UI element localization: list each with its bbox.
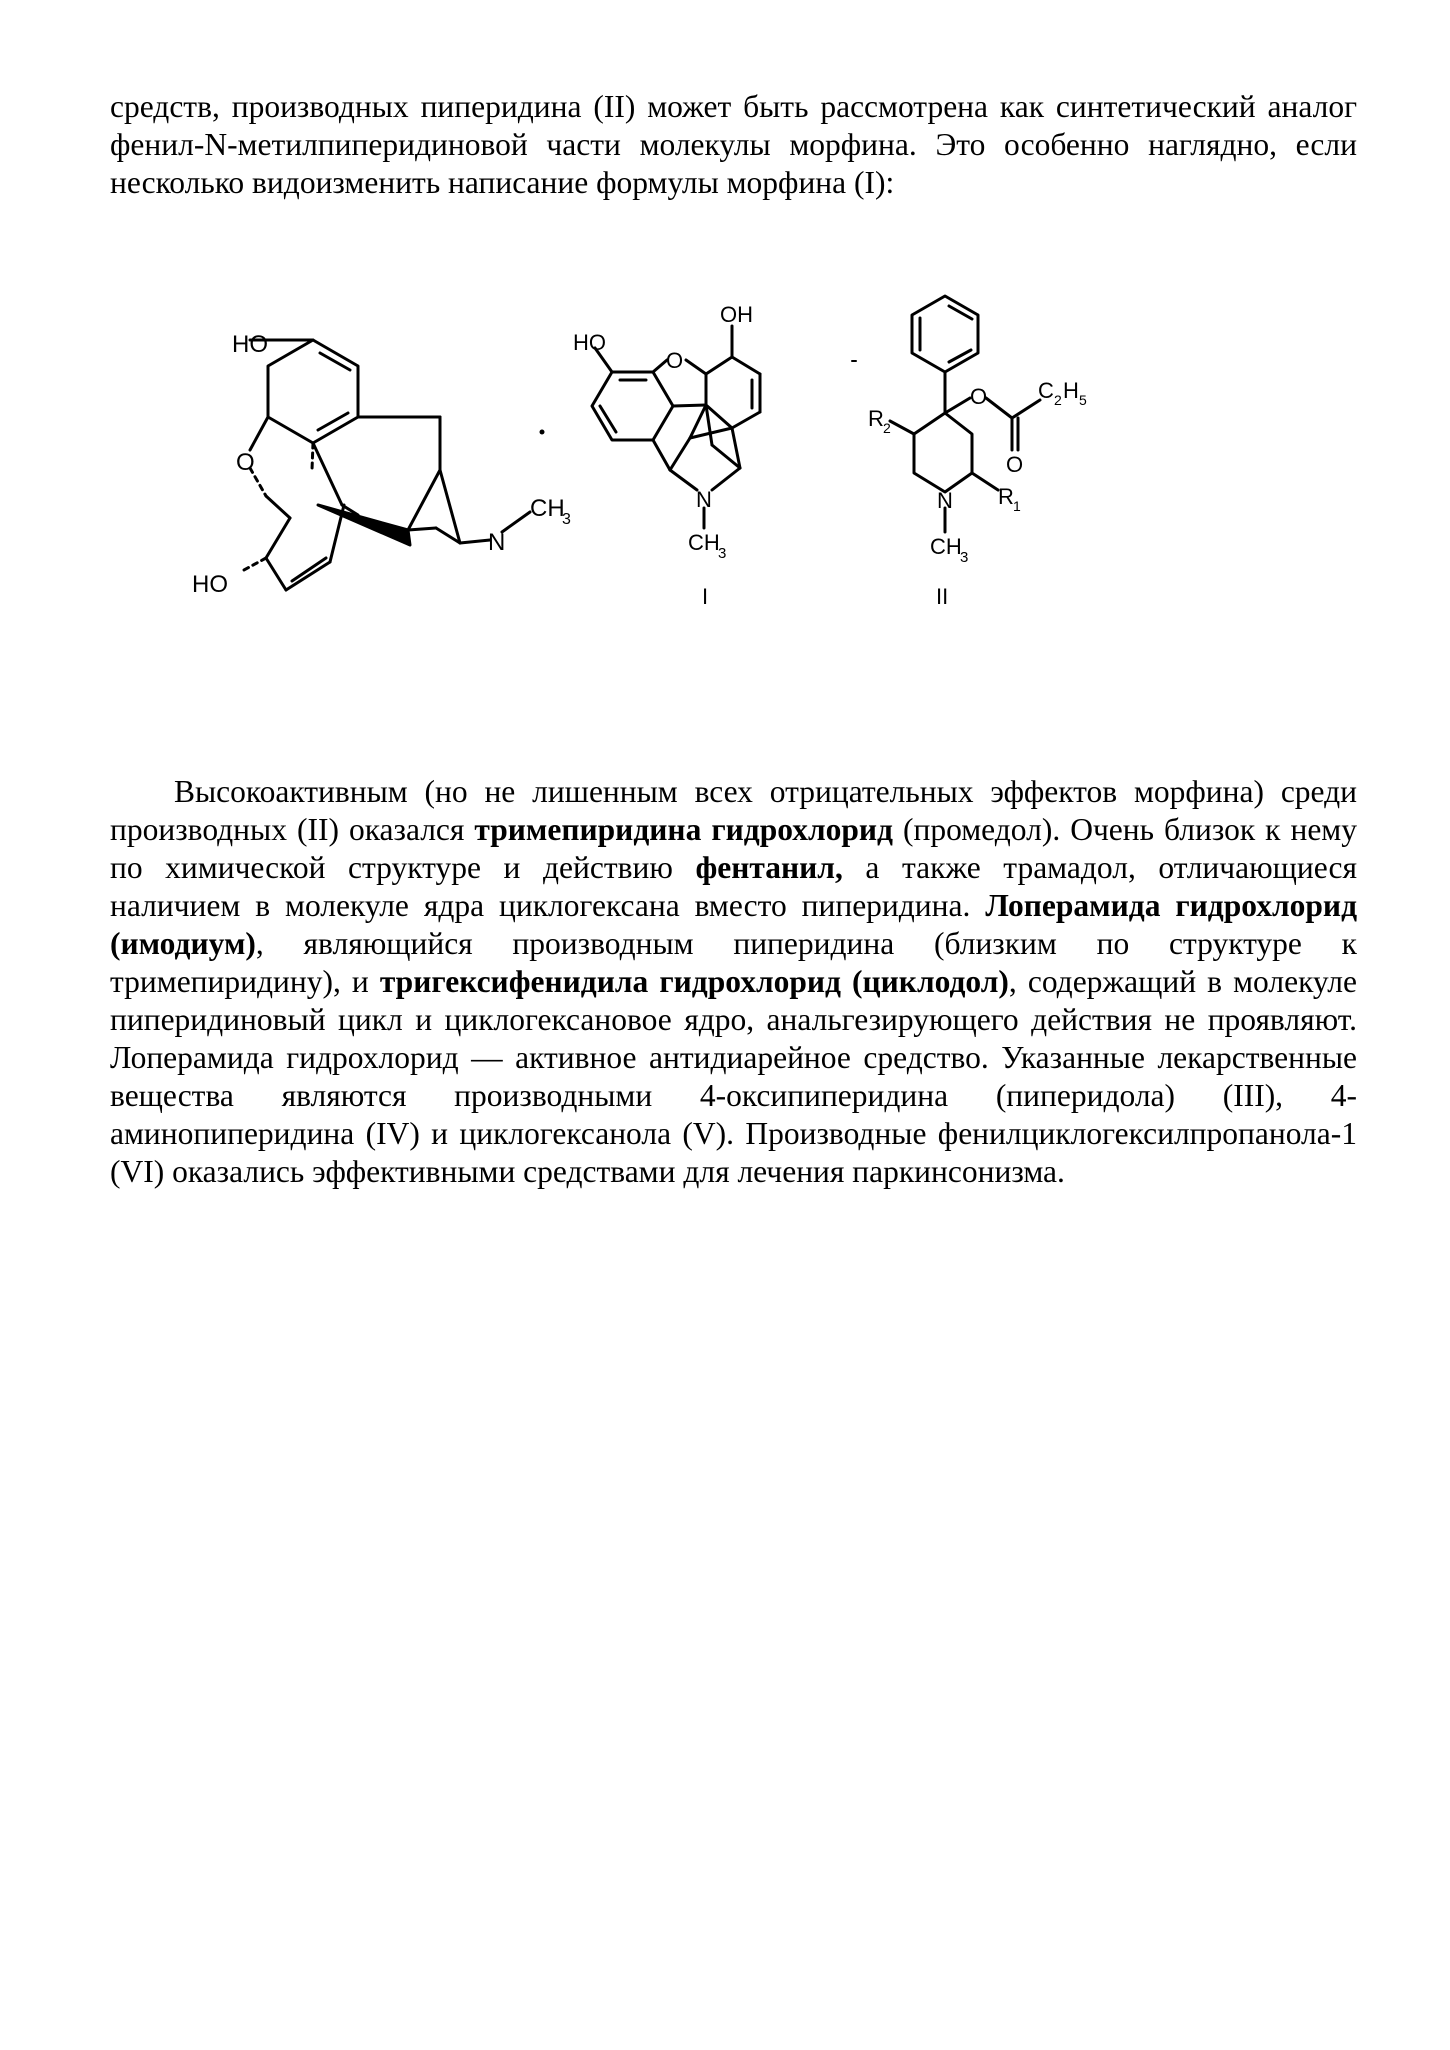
label-r1-sub: 1 [1013,498,1021,514]
label-ch3-right: CH [930,534,962,559]
label-n-mid: N [696,487,712,512]
main-paragraph [110,773,1357,1191]
label-o-ring: O [236,449,255,476]
term-fentanyl: фентанил, [695,850,843,885]
intro-paragraph [110,88,1357,202]
label-compound-1: I [702,584,709,609]
label-ho-bottom-left: HO [192,571,228,598]
main-paragraph-text [110,773,1357,1191]
term-loperamide: Лоперамида гидрохлорид (имодиум) [110,888,1358,961]
term-trimeperidine: тримепиридина гидрохлорид [474,812,893,847]
piperidine-structure-right [890,296,1040,532]
main-text-part-1: Высокоактивным (но не лишенным всех отрицательных эффектов морфина) среди производных (II) оказался [110,774,1357,847]
main-text-part-5: , содержащий в молекуле пиперидиновый цикл и циклогексановое ядро, анальгезирующего действия не проявляют. Лоперамида гидрохлорид — активное антидиарейное средство. Указанные лекарственные вещества являются производными 4-оксипиперидина (пиперидола) (III), 4-аминопиперидина (IV) и циклогексанола (V). Производные фенилциклогексилпропанола-1 (VI) оказались эффективными средствами для лечения паркинсонизма. [110,964,1357,1189]
label-n-left: N [488,529,506,556]
label-n-right: N [937,488,953,513]
main-text-part-2: (промедол). Очень близок к нему по химической структуре и действию [110,812,1357,885]
structures-svg [192,300,1140,680]
label-c2h5-sub5: 5 [1079,392,1087,408]
label-oh-mid: OH [720,302,753,327]
main-text-part-3: а также трамадол, отличающиеся наличием в молекуле ядра циклогексана вместо пиперидина. [110,850,1357,923]
main-text-part-4: , являющийся производным пиперидина (близким по структуре к тримепиридину), и [110,926,1357,999]
label-c2h5-h: H [1063,378,1079,403]
label-ch3-right-sub: 3 [960,549,969,566]
label-o-carbonyl: O [1006,452,1024,477]
label-ch3-left: CH [530,495,565,522]
label-r1: R [998,484,1014,509]
label-ch3-mid: CH [688,530,720,555]
label-ho-top-left: HO [232,331,268,358]
term-trihexyphenidyl: тригексифенидила гидрохлорид (циклодол) [379,964,1009,999]
label-c2h5-sub2: 2 [1054,392,1062,408]
label-r2: R [868,406,884,431]
label-ch3-left-sub: 3 [562,511,571,528]
label-r2-sub: 2 [883,420,891,436]
label-c2h5-c: C [1038,378,1054,403]
label-compound-2: II [936,584,949,609]
label-o-mid: O [666,348,684,373]
structural-formulas-figure [192,300,1140,680]
label-ho-mid: HO [573,330,606,355]
label-o-ester: O [970,384,988,409]
intro-text: средств, производных пиперидина (II) может быть рассмотрена как синтетический аналог фенил-N-метилпиперидиновой части молекулы морфина. Это особенно наглядно, если несколько видоизменить написание формулы морфина (I): [110,89,1357,200]
label-ch3-mid-sub: 3 [718,545,727,562]
separator-dot [540,430,545,435]
